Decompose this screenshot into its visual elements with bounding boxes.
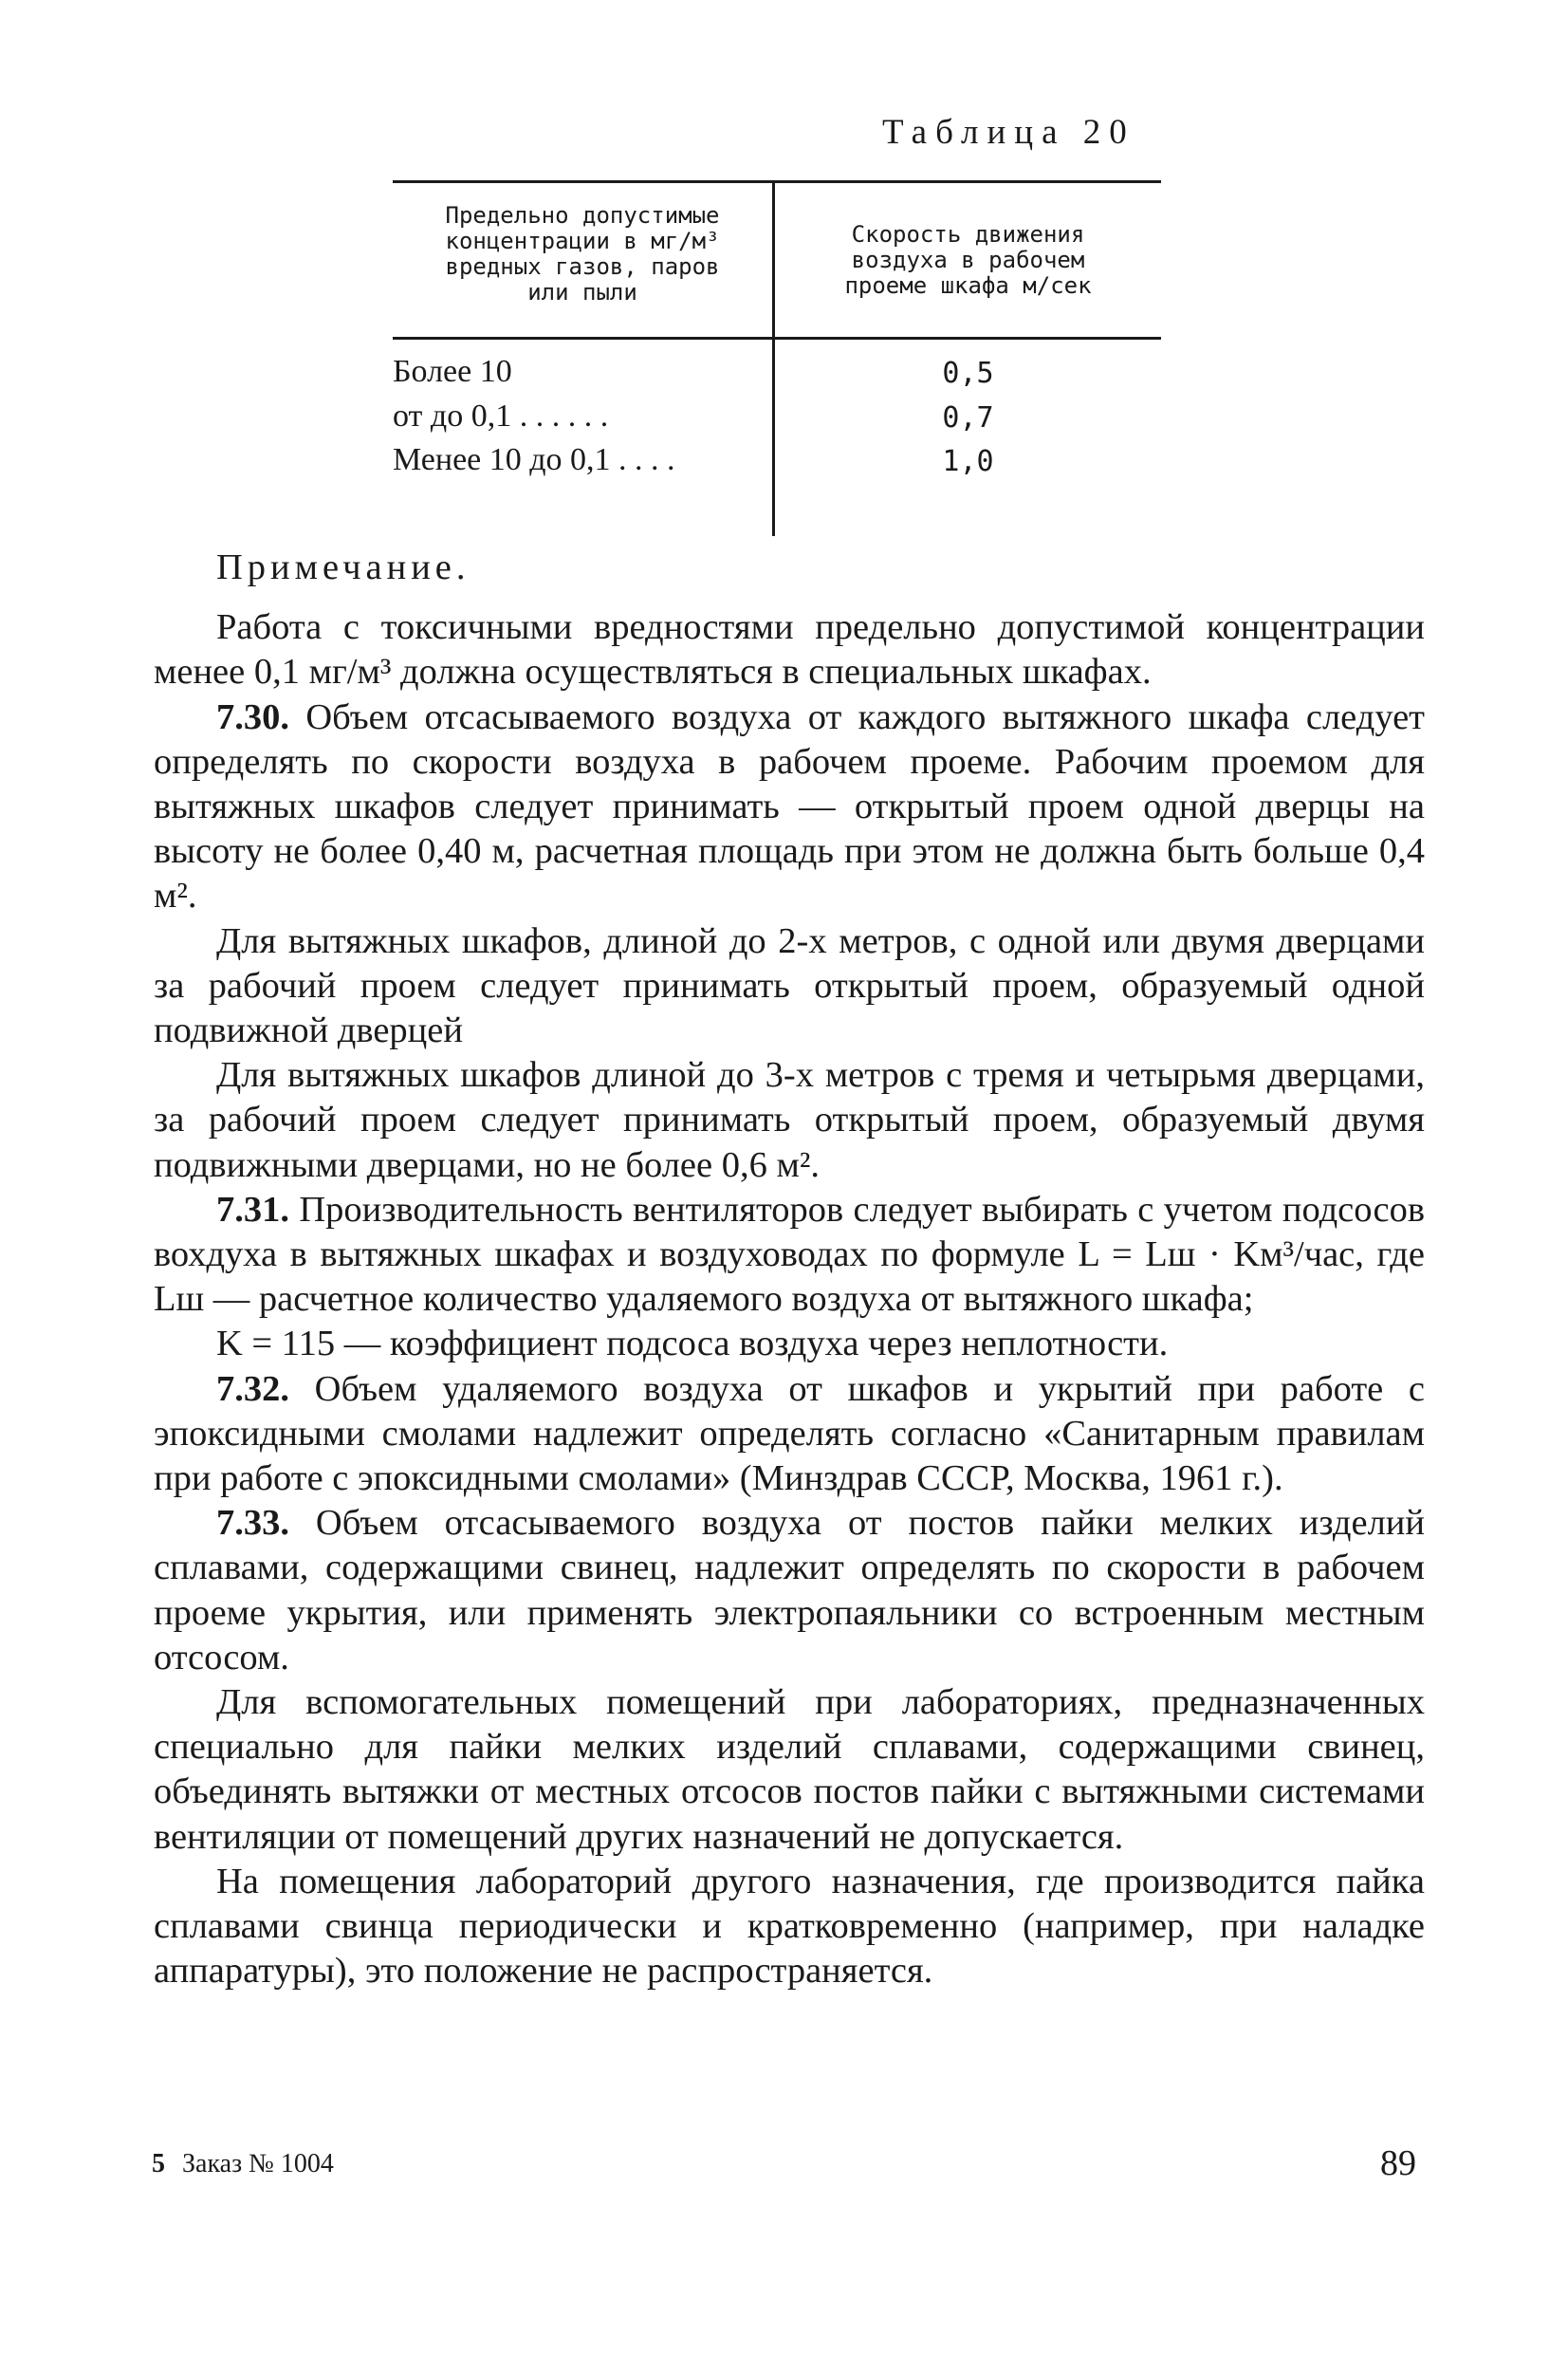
section-number: 7.32. <box>216 1368 289 1409</box>
paragraph-text: Для вытяжных шкафов, длиной до 2-х метров, с одной или двумя дверцами за рабочий проем следует принимать открытый проем, образуемый одной подвижной дверцей <box>154 920 1425 1051</box>
header-line: Предельно допустимые <box>445 202 720 229</box>
paragraph-text: K = 115 — коэффициент подсоса воздуха через неплотности. <box>216 1324 1169 1364</box>
paragraph <box>154 1860 1425 1994</box>
table-cell-speed: 1,0 <box>942 445 994 478</box>
paragraph <box>154 1322 1425 1366</box>
order-number: Заказ № 1004 <box>182 2149 334 2178</box>
column-header-concentration <box>393 203 772 306</box>
paragraph <box>154 1367 1425 1502</box>
paragraph-text: Работа с токсичными вредностями предельно допустимой концентрации менее 0,1 мг/м³ должна осуществляться в специальных шкафах. <box>154 607 1425 693</box>
paragraph-text: Производительность вентиляторов следует выбирать с учетом подсосов вохдуха в вытяжных шкафах и воздуховодах по формуле L = Lш · Kм³/час, где Lш — расчетное количество удаляемого воздуха от вытяжного шкафа; <box>154 1189 1425 1320</box>
header-line: Скорость движения <box>851 221 1085 248</box>
header-line: вредных газов, паров <box>445 253 720 280</box>
column-header-air-speed <box>775 222 1161 299</box>
header-line: концентрации в мг/м³ <box>445 228 720 254</box>
paragraph-text: На помещения лабораторий другого назначения, где производится пайка сплавами свинца периодически и кратковременно (например, при наладке аппаратуры), это положение не распространяется. <box>154 1861 1425 1992</box>
table-cell-concentration: Менее 10 до 0,1 . . . . <box>393 442 675 477</box>
printer-signature <box>152 2149 334 2179</box>
table-header-rule <box>393 337 1161 340</box>
norms-table <box>393 180 1161 536</box>
signature-number: 5 <box>152 2149 165 2178</box>
paragraph-text: Объем отсасываемого воздуха от каждого вытяжного шкафа следует определять по скорости воздуха в рабочем проеме. Рабочим проемом для вытяжных шкафов следует принимать — открытый проем одной дверцы на высоту не более 0,40 м, расчетная площадь при этом не должна быть больше 0,4 м². <box>154 696 1425 917</box>
paragraph <box>154 1501 1425 1680</box>
page-number: 89 <box>1380 2143 1416 2183</box>
table-cell-speed: 0,7 <box>942 401 994 435</box>
paragraph-text: Объем удаляемого воздуха от шкафов и укрытий при работе с эпоксидными смолами надлежит определять согласно «Санитарным правилам при работе с эпоксидными смолами» (Минздрав СССР, Москва, 1961 г.). <box>154 1368 1425 1499</box>
paragraph-text: Для вспомогательных помещений при лабораториях, предназначенных специально для пайки мелких изделий сплавами, содержащими свинец, объединять вытяжки от местных отсосов постов пайки с вытяжными системами вентиляции от помещений других назначений не допускается. <box>154 1682 1425 1857</box>
table-cell-concentration: от до 0,1 . . . . . . <box>393 399 609 434</box>
table-top-rule <box>393 180 1161 183</box>
section-number: 7.30. <box>216 696 289 737</box>
paragraph <box>154 1188 1425 1323</box>
paragraph-text: Для вытяжных шкафов длиной до 3-х метров с тремя и четырьмя дверцами, за рабочий проем следует принимать открытый проем, образуемый двумя подвижными дверцами, но не более 0,6 м². <box>154 1055 1425 1185</box>
paragraph <box>154 1680 1425 1860</box>
note-heading: Примечание. <box>216 547 470 587</box>
paragraph <box>154 695 1425 919</box>
paragraph <box>154 919 1425 1054</box>
header-line: или пыли <box>527 279 637 306</box>
paragraph <box>154 605 1425 695</box>
paragraph-text: Объем отсасываемого воздуха от постов пайки мелких изделий сплавами, содержащими свинец, надлежит определять по скорости в рабочем проеме укрытия, или применять электропаяльники со встроенным местным отсосом. <box>154 1503 1425 1677</box>
paragraph <box>154 1053 1425 1188</box>
table-cell-speed: 0,5 <box>942 357 994 390</box>
header-line: воздуха в рабочем <box>851 247 1085 273</box>
section-number: 7.33. <box>216 1503 289 1544</box>
table-cell-concentration: Более 10 <box>393 354 512 389</box>
section-number: 7.31. <box>216 1189 289 1230</box>
body-text <box>154 546 1425 1994</box>
table-caption: Таблица 20 <box>882 113 1135 152</box>
header-line: проеме шкафа м/сек <box>844 272 1092 299</box>
